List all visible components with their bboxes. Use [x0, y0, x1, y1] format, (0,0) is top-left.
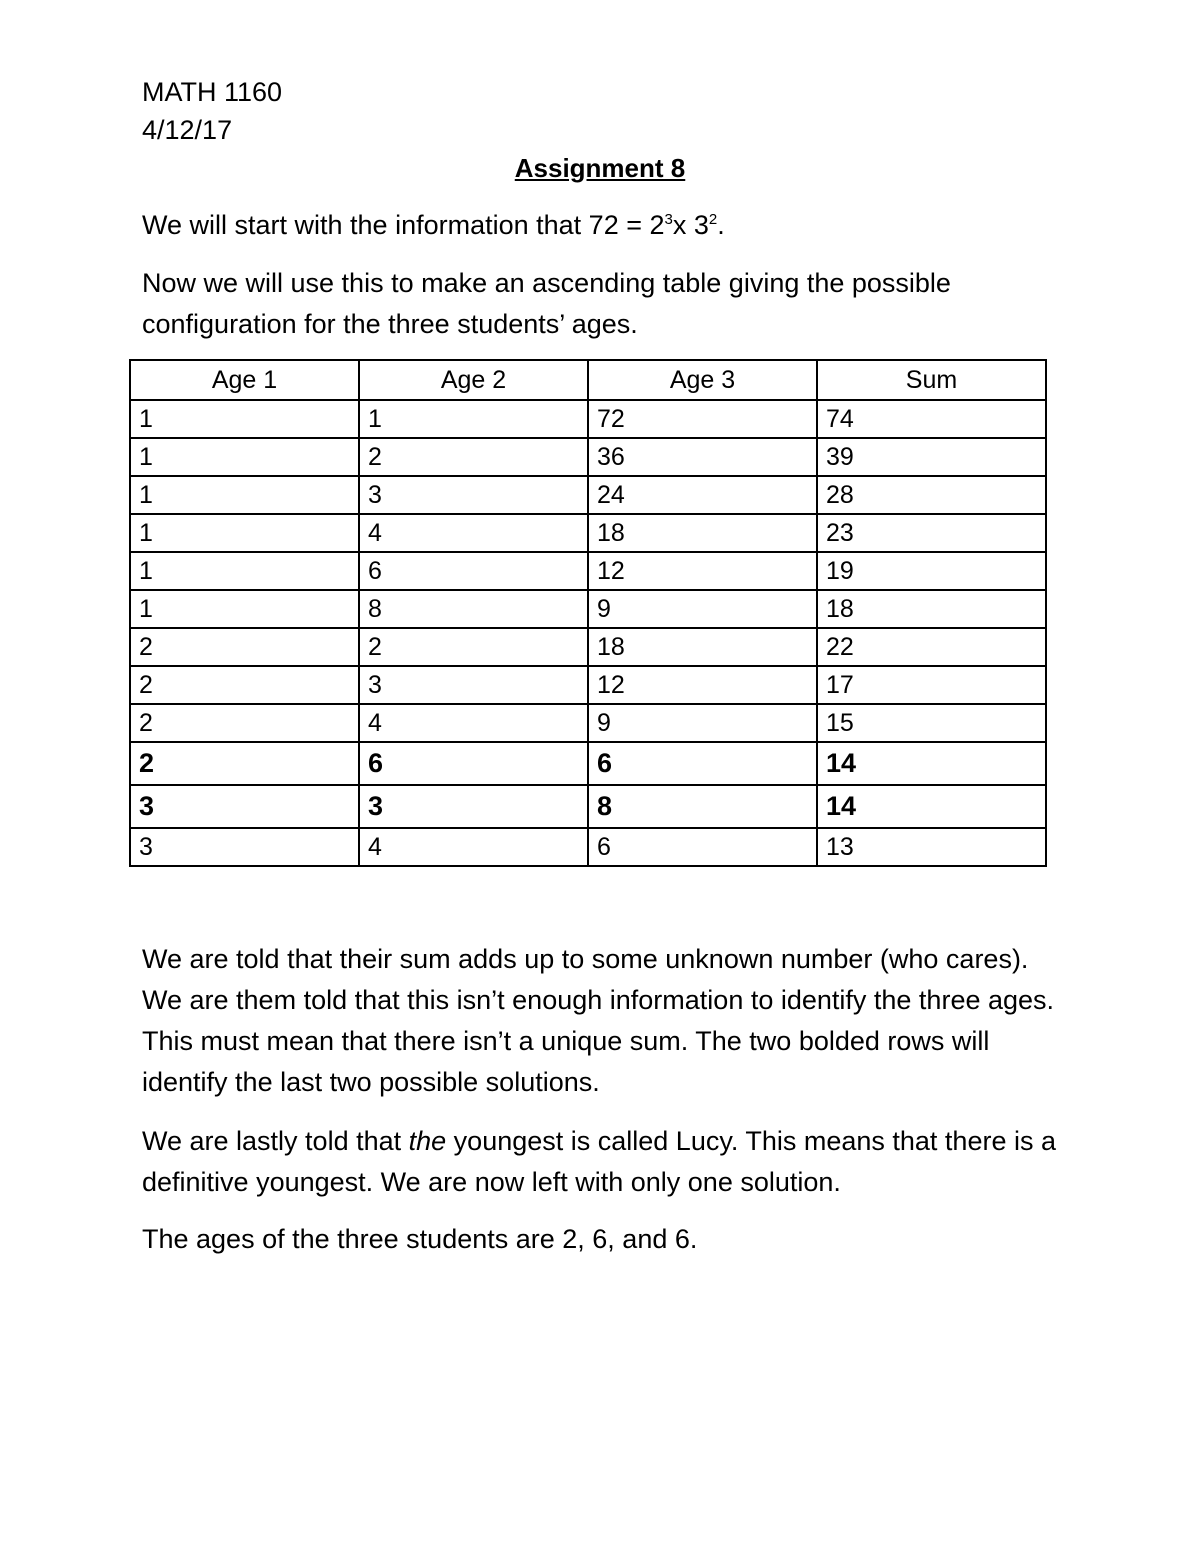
- lucy-text-end: youngest is called Lucy. This means that there is a definitive youngest. We are now left with only one solution.: [142, 1126, 1056, 1197]
- cell-sum: 15: [817, 704, 1046, 742]
- cell-age-3: 9: [588, 704, 817, 742]
- table-header-row: [130, 360, 1046, 400]
- cell-age-1: 3: [130, 785, 359, 828]
- table-row: [130, 628, 1046, 666]
- answer-paragraph: The ages of the three students are 2, 6, and 6.: [142, 1224, 698, 1254]
- cell-age-3: 72: [588, 400, 817, 438]
- table-row: [130, 828, 1046, 866]
- emphasized-word: the: [408, 1126, 447, 1156]
- exponent-three: 3: [664, 211, 673, 228]
- cell-age-2: 4: [359, 828, 588, 866]
- cell-age-1: 1: [130, 514, 359, 552]
- cell-sum: 74: [817, 400, 1046, 438]
- cell-age-2: 4: [359, 514, 588, 552]
- cell-age-2: 6: [359, 742, 588, 785]
- sum-paragraph: We are told that their sum adds up to some unknown number (who cares). We are them told that this isn’t enough information to identify the three ages. This must mean that there isn’t a unique sum. The two bolded rows will identify the last two possible solutions.: [142, 944, 1055, 1097]
- cell-age-3: 12: [588, 552, 817, 590]
- cell-age-1: 1: [130, 476, 359, 514]
- header-age-3: Age 3: [588, 360, 817, 400]
- cell-age-3: 36: [588, 438, 817, 476]
- cell-age-1: 1: [130, 438, 359, 476]
- table-row: [130, 438, 1046, 476]
- course-name: MATH 1160: [142, 77, 283, 107]
- header-age-1: Age 1: [130, 360, 359, 400]
- cell-sum: 14: [817, 785, 1046, 828]
- table-row-bolded: [130, 785, 1046, 828]
- header-sum: Sum: [817, 360, 1046, 400]
- cell-sum: 18: [817, 590, 1046, 628]
- table-row: [130, 704, 1046, 742]
- cell-age-2: 2: [359, 628, 588, 666]
- cell-sum: 19: [817, 552, 1046, 590]
- assignment-title: Assignment 8: [514, 153, 686, 183]
- cell-age-3: 24: [588, 476, 817, 514]
- intro-text-middle: x 3: [672, 210, 709, 240]
- cell-age-2: 3: [359, 476, 588, 514]
- table-row: [130, 552, 1046, 590]
- table-row: [130, 400, 1046, 438]
- table-row: [130, 476, 1046, 514]
- lucy-paragraph: [142, 1121, 1062, 1203]
- intro-paragraph: [142, 205, 1062, 246]
- cell-age-2: 2: [359, 438, 588, 476]
- cell-age-1: 2: [130, 666, 359, 704]
- cell-age-3: 18: [588, 514, 817, 552]
- cell-sum: 14: [817, 742, 1046, 785]
- cell-sum: 28: [817, 476, 1046, 514]
- cell-sum: 23: [817, 514, 1046, 552]
- cell-sum: 17: [817, 666, 1046, 704]
- cell-age-2: 1: [359, 400, 588, 438]
- cell-sum: 22: [817, 628, 1046, 666]
- table-row: [130, 666, 1046, 704]
- cell-age-3: 9: [588, 590, 817, 628]
- cell-age-3: 8: [588, 785, 817, 828]
- table-intro-paragraph: Now we will use this to make an ascending table giving the possible configuration for the three students’ ages.: [142, 268, 951, 339]
- cell-age-2: 3: [359, 666, 588, 704]
- cell-age-2: 4: [359, 704, 588, 742]
- header-age-2: Age 2: [359, 360, 588, 400]
- assignment-date: 4/12/17: [142, 115, 233, 145]
- cell-age-2: 8: [359, 590, 588, 628]
- table-row: [130, 590, 1046, 628]
- cell-age-1: 2: [130, 704, 359, 742]
- cell-age-1: 1: [130, 400, 359, 438]
- cell-age-2: 3: [359, 785, 588, 828]
- table-row-bolded: [130, 742, 1046, 785]
- intro-text-end: .: [717, 210, 725, 240]
- intro-text: We will start with the information that 72 = 2: [142, 210, 665, 240]
- cell-age-1: 1: [130, 552, 359, 590]
- cell-age-1: 3: [130, 828, 359, 866]
- cell-age-3: 18: [588, 628, 817, 666]
- lucy-text-start: We are lastly told that: [142, 1126, 409, 1156]
- exponent-two: 2: [708, 211, 718, 228]
- cell-age-1: 2: [130, 742, 359, 785]
- cell-sum: 13: [817, 828, 1046, 866]
- cell-age-1: 2: [130, 628, 359, 666]
- cell-age-2: 6: [359, 552, 588, 590]
- cell-age-3: 6: [588, 742, 817, 785]
- cell-age-3: 12: [588, 666, 817, 704]
- cell-age-1: 1: [130, 590, 359, 628]
- cell-age-3: 6: [588, 828, 817, 866]
- table-row: [130, 514, 1046, 552]
- cell-sum: 39: [817, 438, 1046, 476]
- ages-table: [129, 359, 1047, 867]
